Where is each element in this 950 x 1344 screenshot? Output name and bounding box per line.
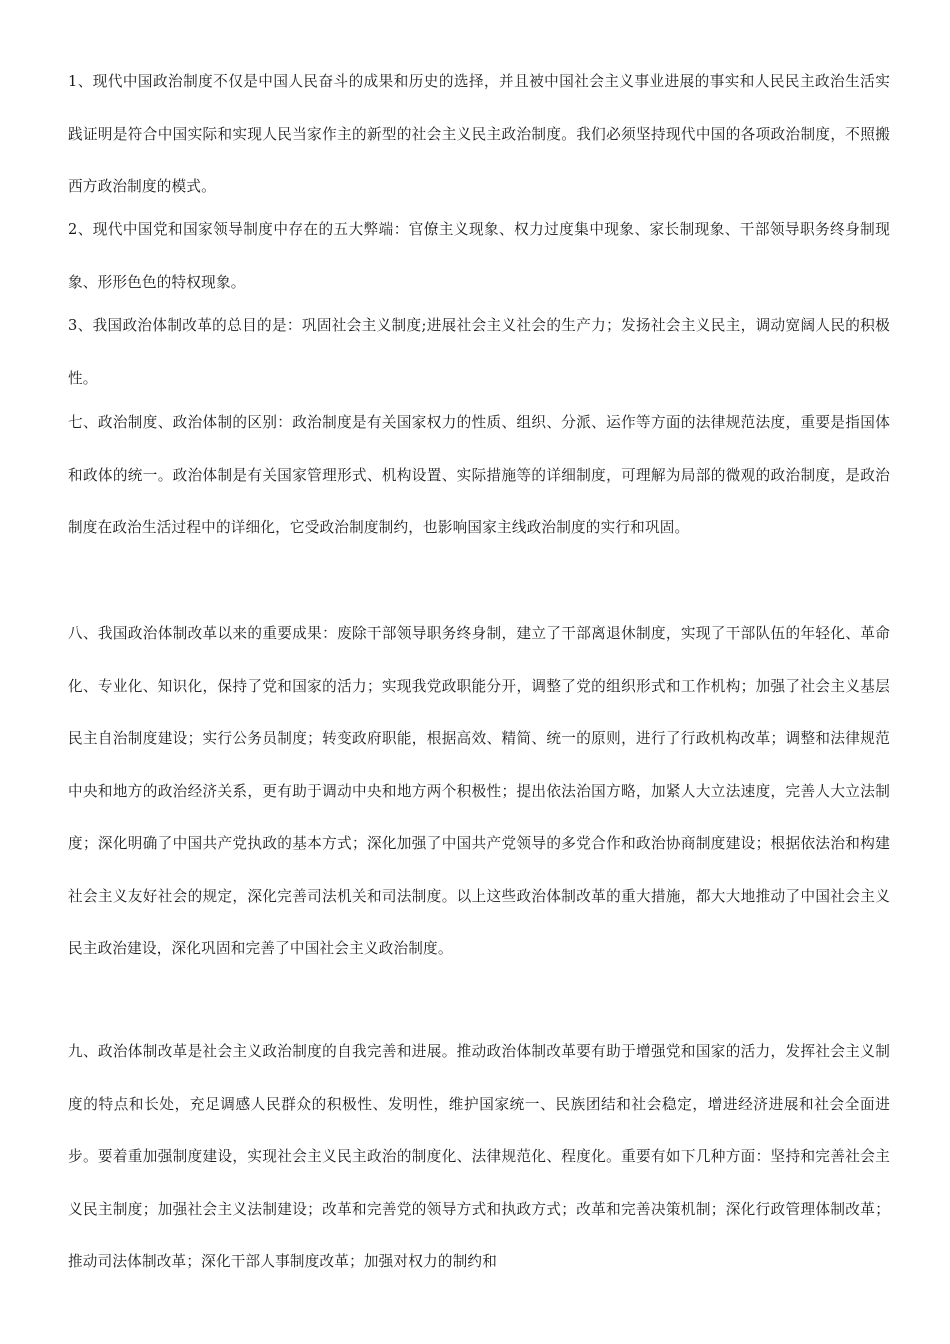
paragraph-9: 九、政治体制改革是社会主义政治制度的自我完善和进展。推动政治体制改革要有助于增强党和国家的活力，发挥社会主义制度的特点和长处，充足调感人民群众的积极性、发明性，维护国家统一、民族团结和社会稳定，增进经济进展和社会全面进步。要着重加强制度建设，实现社会主义民主政治的制度化、法律规范化、程度化。重要有如下几种方面：坚持和完善社会主义民主制度；加强社会主义法制建设；改革和完善党的领导方式和执政方式；改革和完善决策机制；深化行政管理体制改革；推动司法体制改革；深化干部人事制度改革；加强对权力的制约和 [68, 1043, 890, 1270]
paragraph-3: 3、我国政治体制改革的总目的是：巩固社会主义制度;进展社会主义社会的生产力；发扬社会主义民主，调动宽阔人民的积极性。 [68, 317, 890, 387]
paragraph-8: 八、我国政治体制改革以来的重要成果：废除干部领导职务终身制，建立了干部离退休制度，实现了干部队伍的年轻化、革命化、专业化、知识化，保持了党和国家的活力；实现我党政职能分开，调整了党的组织形式和工作机构；加强了社会主义基层民主自治制度建设；实行公务员制度；转变政府职能，根据高效、精简、统一的原则，进行了行政机构改革；调整和法律规范中央和地方的政治经济关系，更有助于调动中央和地方两个积极性；提出依法治国方略，加紧人大立法速度，完善人大立法制度；深化明确了中国共产党执政的基本方式；深化加强了中国共产党领导的多党合作和政治协商制度建设；根据依法治和构建社会主义友好社会的规定，深化完善司法机关和司法制度。以上这些政治体制改革的重大措施，都大大地推动了中国社会主义民主政治建设，深化巩固和完善了中国社会主义政治制度。 [68, 625, 890, 957]
paragraph-1: 1、现代中国政治制度不仅是中国人民奋斗的成果和历史的选择，并且被中国社会主义事业进展的事实和人民民主政治生活实践证明是符合中国实际和实现人民当家作主的新型的社会主义民主政治制度。我们必须坚持现代中国的各项政治制度，不照搬西方政治制度的模式。 [68, 73, 890, 195]
paragraph-2: 2、现代中国党和国家领导制度中存在的五大弊端：官僚主义现象、权力过度集中现象、家长制现象、干部领导职务终身制现象、形形色色的特权现象。 [68, 221, 890, 291]
paragraph-7: 七、政治制度、政治体制的区别：政治制度是有关国家权力的性质、组织、分派、运作等方面的法律规范法度，重要是指国体和政体的统一。政治体制是有关国家管理形式、机构设置、实际措施等的详细制度，可理解为局部的微观的政治制度，是政治制度在政治生活过程中的详细化，它受政治制度制约，也影响国家主线政治制度的实行和巩固。 [68, 414, 890, 536]
